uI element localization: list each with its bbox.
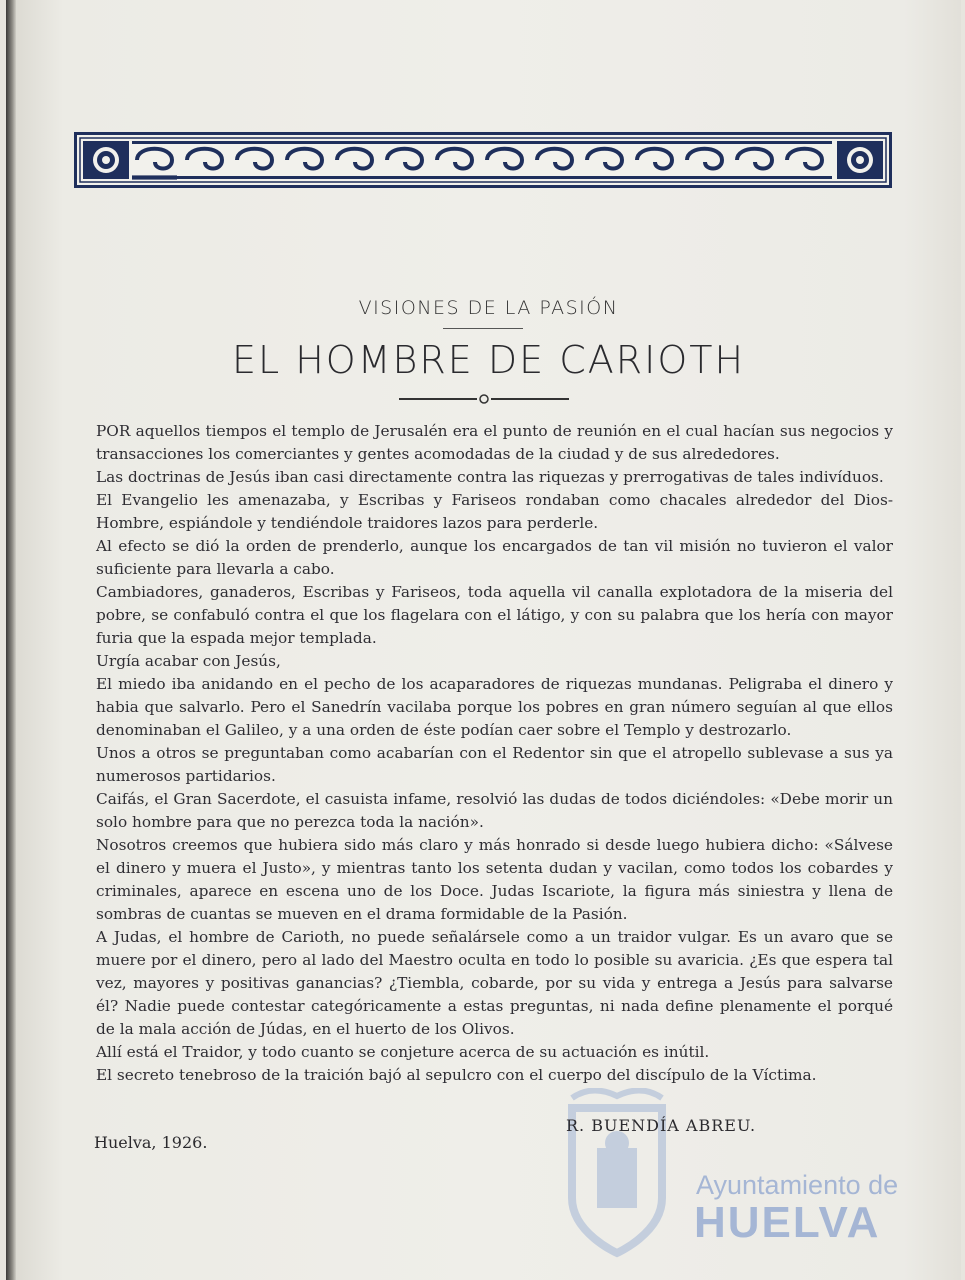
paragraph: El secreto tenebroso de la traición bajó al sepulcro con el cuerpo del discípulo de la Víctima. [96,1066,817,1084]
watermark-line2: HUELVA [694,1198,881,1247]
article-body [96,420,893,1087]
page [6,0,961,1280]
place-date: Huelva, 1926. [94,1133,208,1152]
paragraph: Unos a otros se preguntaban como acabarían con el Redentor sin que el atropello sublevase a sus ya numerosos partidarios. [96,744,893,785]
scroll-ornament-icon [77,135,889,185]
paragraph: Urgía acabar con Jesús, [96,652,281,670]
section-kicker: VISIONES DE LA PASIÓN [358,297,619,319]
corner-rosette-left-icon [83,141,129,179]
watermark-line1: Ayuntamiento de [696,1170,899,1200]
page-title: EL HOMBRE DE CARIOTH [231,338,746,382]
title-ornament-icon [399,392,569,406]
paragraph: POR aquellos tiempos el templo de Jerusalén era el punto de reunión en el cual hacían sus negocios y transacciones los comerciantes y gentes acomodadas de la ciudad y de sus alrededores. [96,422,893,463]
paragraph: Las doctrinas de Jesús iban casi directamente contra las riquezas y prerrogativas de tales indivíduos. [96,468,884,486]
author-signature: R. BUENDÍA ABREU. [566,1116,757,1135]
corner-rosette-right-icon [837,141,883,179]
paragraph: El Evangelio les amenazaba, y Escribas y Fariseos rondaban como chacales alrededor del Dios-Hombre, espiándole y tendiéndole traidores lazos para perderle. [96,491,893,532]
paragraph: Nosotros creemos que hubiera sido más claro y más honrado si desde luego hubiera dicho: «Sálvese el dinero y muera el Justo», y mientras tanto los setenta dudan y vacilan, como todos los cobardes y criminales, aparece en escena uno de los Doce. Judas Iscariote, la figura más siniestra y llena de sombras de cuantas se mueven en el drama formidable de la Pasión. [96,836,893,923]
paragraph: El miedo iba anidando en el pecho de los acaparadores de riquezas mundanas. Peligraba el dinero y habia que salvarlo. Pero el Sanedrín vacilaba porque los pobres en gran número seguían al que ellos denominaban el Galileo, y a una orden de éste podían caer sobre el Templo y destrozarlo. [96,675,893,739]
decorative-scroll-band [74,132,892,188]
paragraph: Caifás, el Gran Sacerdote, el casuista infame, resolvió las dudas de todos diciéndoles: «Debe morir un solo hombre para que no perezca toda la nación». [96,790,893,831]
paragraph: Allí está el Traidor, y todo cuanto se conjeture acerca de su actuación es inútil. [96,1043,710,1061]
paragraph: A Judas, el hombre de Carioth, no puede señalársele como a un traidor vulgar. Es un avaro que se muere por el dinero, pero al lado del Maestro oculta en todo lo posible su avaricia. ¿Es que espera tal vez, mayores y positivas ganancias? ¿Tiembla, cobarde, por su vida y entrega a Jesús para salvarse él? Nadie puede contestar categóricamente a estas preguntas, ni nada define plenamente el porqué de la mala acción de Júdas, en el huerto de los Olivos. [96,928,893,1038]
paragraph: Cambiadores, ganaderos, Escribas y Fariseos, toda aquella vil canalla explotadora de la miseria del pobre, se confabuló contra el que los flagelara con el látigo, y con su palabra que los hería con mayor furia que la espada mejor templada. [96,583,893,647]
book-spine-edge [6,0,16,1280]
huelva-shield-watermark-icon [562,1088,672,1258]
paragraph: Al efecto se dió la orden de prenderlo, aunque los encargados de tan vil misión no tuvieron el valor suficiente para llevarla a cabo. [96,537,893,578]
kicker-divider [443,328,523,329]
